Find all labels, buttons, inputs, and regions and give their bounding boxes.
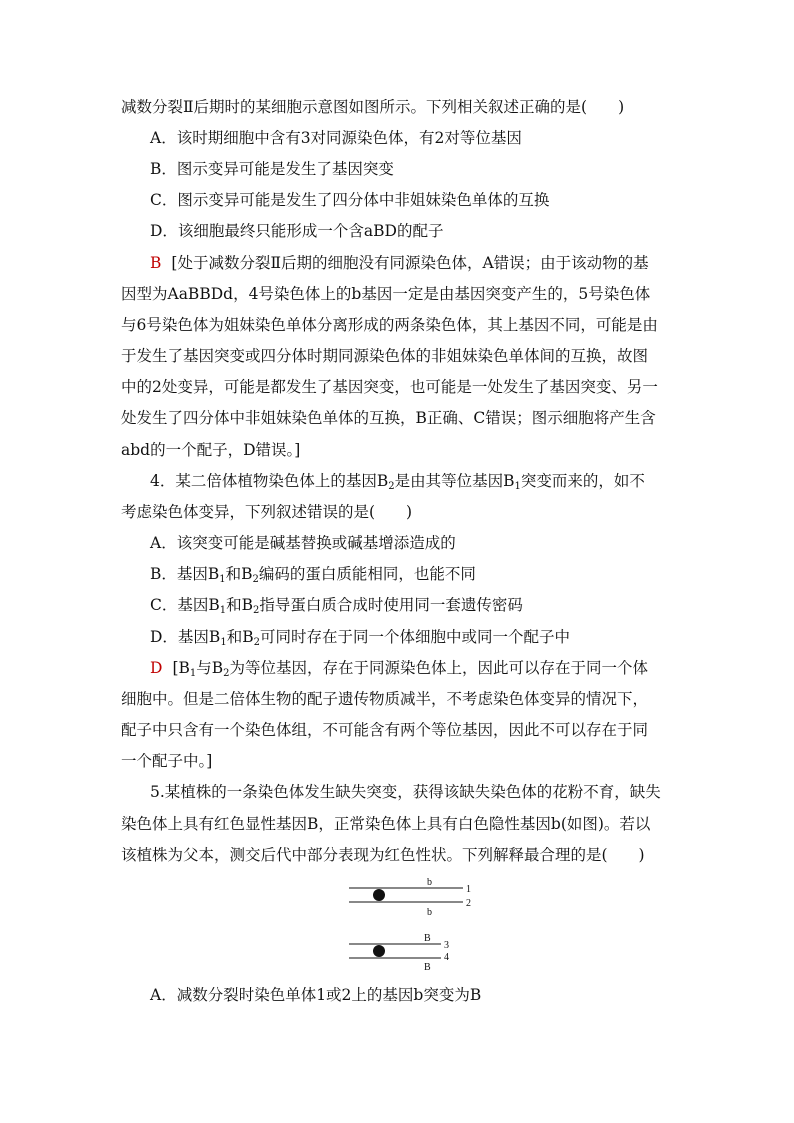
- q5-option-a: A．减数分裂时染色单体1或2上的基因b突变为B: [150, 986, 482, 1004]
- q5-stem-line-2: 染色体上具有红色显性基因B，正常染色体上具有白色隐性基因b(如图)。若以: [121, 815, 651, 833]
- q3-explanation-line-1: B [处于减数分裂Ⅱ后期的细胞没有同源染色体，A错误；由于该动物的基: [150, 254, 649, 272]
- q4-explanation-line-3: 配子中只含有一个染色体组，不可能含有两个等位基因，因此不可以存在于同: [121, 721, 649, 739]
- q3-answer: B: [150, 254, 162, 272]
- q4-explanation-line-2: 细胞中。但是二倍体生物的配子遗传物质减半，不考虑染色体变异的情况下，: [121, 690, 649, 708]
- centromere-1: [373, 889, 385, 901]
- gene-label-b-bottom: b: [427, 907, 432, 918]
- gene-label-b-top: b: [427, 878, 432, 888]
- q4-option-a: A．该突变可能是碱基替换或碱基增添造成的: [150, 534, 456, 552]
- chromatid-number-2: 2: [466, 898, 471, 909]
- chromatid-number-3: 3: [444, 940, 449, 951]
- q4-option-c: C．基因$B_1$和$B_2$指导蛋白质合成时使用同一套遗传密码: [150, 596, 523, 616]
- chromatid-number-4: 4: [444, 952, 449, 963]
- chromatid-number-1: 1: [466, 884, 471, 895]
- chromosome-figure: [345, 878, 480, 970]
- centromere-2: [373, 945, 385, 957]
- q3-option-b: B．图示变异可能是发生了基因突变: [150, 160, 394, 178]
- q3-option-d: D．该细胞最终只能形成一个含aBD的配子: [150, 222, 444, 240]
- q3-stem: 减数分裂Ⅱ后期时的某细胞示意图如图所示。下列相关叙述正确的是( ): [121, 98, 625, 116]
- q3-option-a: A．该时期细胞中含有3对同源染色体，有2对等位基因: [150, 129, 522, 147]
- q4-stem-line-2: 考虑染色体变异，下列叙述错误的是( ): [121, 503, 413, 521]
- q3-explanation-line-2: 因型为AaBBDd，4号染色体上的b基因一定是由基因突变产生的，5号染色体: [121, 285, 651, 303]
- gene-label-B-top: B: [424, 933, 431, 944]
- q3-explanation-line-6: 处发生了四分体中非姐妹染色单体的互换，B正确、C错误；图示细胞将产生含: [121, 409, 656, 427]
- q3-explanation-line-3: 与6号染色体为姐妹染色单体分离形成的两条染色体，其上基因不同，可能是由: [121, 316, 658, 334]
- q4-option-d: D．基因$B_1$和$B_2$可同时存在于同一个体细胞中或同一个配子中: [150, 628, 570, 648]
- q4-explanation-line-1: D [$B_1$与$B_2$为等位基因，存在于同源染色体上，因此可以存在于同一个体: [150, 659, 649, 679]
- q4-answer: D: [150, 659, 163, 677]
- gene-label-B-bottom: B: [424, 962, 431, 970]
- q3-option-c: C．图示变异可能是发生了四分体中非姐妹染色单体的互换: [150, 191, 550, 209]
- q3-explanation-line-5: 中的2处变异，可能是都发生了基因突变，也可能是一处发生了基因突变、另一: [121, 378, 658, 396]
- q4-option-b: B．基因$B_1$和$B_2$编码的蛋白质能相同，也能不同: [150, 565, 476, 585]
- q5-stem-line-1: 5.某植株的一条染色体发生缺失突变，获得该缺失染色体的花粉不育，缺失: [150, 783, 661, 801]
- q5-stem-line-3: 该植株为父本，测交后代中部分表现为红色性状。下列解释最合理的是( ): [121, 846, 645, 864]
- q4-explanation-line-4: 一个配子中。]: [121, 752, 213, 770]
- q4-stem: 4．某二倍体植物染色体上的基因$B_2$是由其等位基因$B_1$突变而来的，如不: [150, 472, 645, 492]
- q3-explanation-line-4: 于发生了基因突变或四分体时期同源染色体的非姐妹染色单体间的互换，故图: [121, 347, 649, 365]
- q3-explanation-line-7: abd的一个配子，D错误。]: [121, 441, 301, 459]
